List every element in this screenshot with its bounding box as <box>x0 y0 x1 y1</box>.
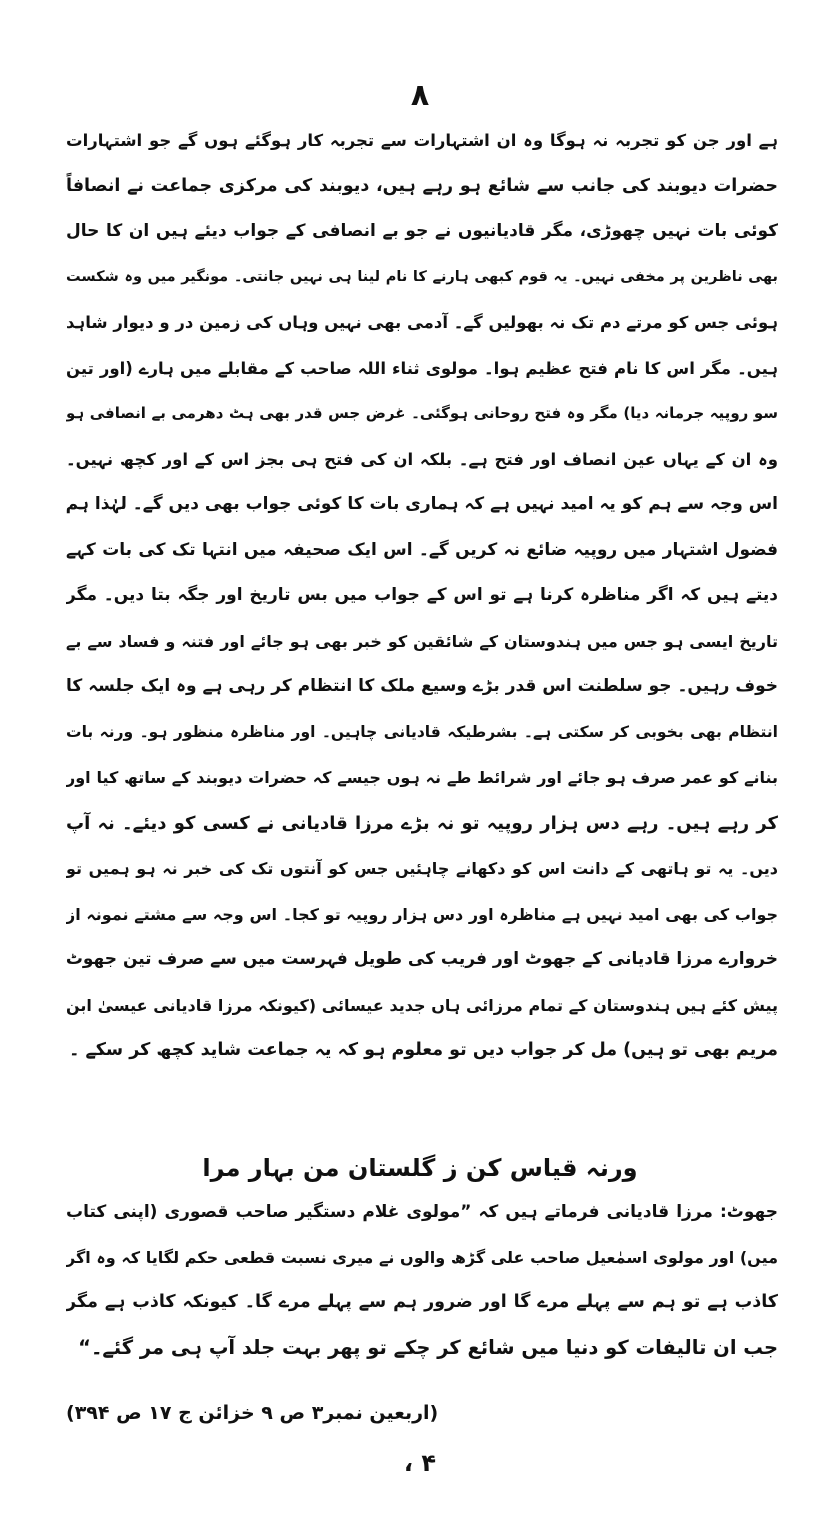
text-line: کر رہے ہیں۔ رہے دس ہزار روپیہ تو نہ بڑے مرزا قادیانی نے کسی کو دیئے۔ نہ آپ <box>66 812 778 834</box>
quote-line <box>66 1190 778 1235</box>
text-line: ہے اور جن کو تجربہ نہ ہوگا وہ ان اشتہارات سے تجربہ کار ہوگئے ہوں گے جو اشتہارات <box>66 131 778 150</box>
text-line: جواب کی بھی امید نہیں ہے مناظرہ اور دس ہزار روپیہ تو کجا۔ اس وجہ سے مشتے نمونہ از <box>66 904 778 924</box>
text-line: وہ ان کے یہاں عین انصاف اور فتح ہے۔ بلکہ ان کی فتح ہی بجز اس کے اور کچھ نہیں۔ <box>66 449 778 469</box>
text-line: دیں۔ یہ تو ہاتھی کے دانت اس کو دکھانے چاہئیں جس کو آنتوں تک کی خبر نہ ہو ہمیں تو <box>66 859 778 878</box>
text-line: ہوئی جس کو مرتے دم تک نہ بھولیں گے۔ آدمی بھی نہیں وہاں کی زمین در و دیوار شاہد <box>66 313 778 332</box>
quote-text: مرزا قادیانی فرماتے ہیں کہ ”مولوی غلام دستگیر صاحب قصوری (اپنی کتاب <box>66 1202 713 1222</box>
quote-line: کاذب ہے تو ہم سے پہلے مرے گا اور ضرور ہم سے پہلے مرے گا۔ کیونکہ کاذب ہے مگر <box>66 1292 778 1312</box>
quote-block <box>66 1190 778 1370</box>
citation-reference: (اربعین نمبر۳ ص ۹ خزائن ج ۱۷ ص ۳۹۴) <box>66 1402 439 1424</box>
quote-line: جب ان تالیفات کو دنیا میں شائع کر چکے تو پھر بہت جلد آپ ہی مر گئے۔“ <box>78 1336 778 1359</box>
text-line: اس وجہ سے ہم کو یہ امید نہیں ہے کہ ہماری بات کا کوئی جواب بھی دیں گے۔ لہٰذا ہم <box>66 494 778 514</box>
text-line: کوئی بات نہیں چھوڑی، مگر قادیانیوں نے جو بے انصافی کے جواب دیئے ہیں ان کا حال <box>66 221 778 241</box>
text-line: انتظام بھی بخوبی کر سکتی ہے۔ بشرطیکہ قادیانی چاہیں۔ اور مناظرہ منظور ہو۔ ورنہ بات <box>66 722 778 741</box>
text-line: بنانے کو عمر صرف ہو جائے اور شرائط طے نہ ہوں جیسے کہ حضرات دیوبند کے ساتھ کیا اور <box>66 768 778 787</box>
text-line: فضول اشتہار میں روپیہ ضائع نہ کریں گے۔ اس ایک صحیفہ میں انتہا تک کی بات کہے <box>66 539 778 560</box>
quote-label: جھوٹ: <box>719 1202 778 1222</box>
text-line: بھی ناظرین پر مخفی نہیں۔ یہ قوم کبھی ہارنے کا نام لینا ہی نہیں جانتی۔ مونگیر میں وہ شکست <box>66 268 778 285</box>
text-line: مریم بھی تو ہیں) مل کر جواب دیں تو معلوم ہو کہ یہ جماعت شاید کچھ کر سکے ۔ <box>69 1040 778 1060</box>
text-line: تاریخ ایسی ہو جس میں ہندوستان کے شائقین کو خبر بھی ہو جائے اور فتنہ و فساد سے بے <box>66 631 778 651</box>
text-line: خروارے مرزا قادیانی کے جھوٹ اور فریب کی طویل فہرست میں سے صرف تین جھوٹ <box>66 949 778 969</box>
text-line: خوف رہیں۔ جو سلطنت اس قدر بڑے وسیع ملک کا انتظام کر رہی ہے وہ ایک جلسہ کا <box>66 676 778 696</box>
page-number: ۸ <box>410 78 430 113</box>
persian-verse: ورنہ قیاس کن ز گلستان من بہار مرا <box>202 1154 638 1182</box>
footer-page-mark: ۴ ، <box>403 1449 437 1477</box>
text-line: دیتے ہیں کہ اگر مناظرہ کرنا ہے تو اس کے جواب میں بس تاریخ اور جگہ بتا دیں۔ مگر <box>66 585 778 605</box>
body-text <box>66 118 778 1074</box>
quote-line: میں) اور مولوی اسمٰعیل صاحب علی گڑھ والوں نے میری نسبت قطعی حکم لگایا کہ وہ اگر <box>66 1248 778 1267</box>
text-line: پیش کئے ہیں ہندوستان کے تمام مرزائی ہاں جدید عیسائی (کیونکہ مرزا قادیانی عیسیٰ ابن <box>66 995 778 1015</box>
text-line: ہیں۔ مگر اس کا نام فتح عظیم ہوا۔ مولوی ثناء اللہ صاحب کے مقابلے میں ہارے (اور تین <box>66 358 778 378</box>
text-line: سو روپیہ جرمانہ دیا) مگر وہ فتح روحانی ہوگئی۔ غرض جس قدر بھی ہٹ دھرمی بے انصافی ہو <box>66 404 778 422</box>
text-line: حضرات دیوبند کی جانب سے شائع ہو رہے ہیں، دیوبند کی مرکزی جماعت نے انصافاً <box>66 175 778 196</box>
